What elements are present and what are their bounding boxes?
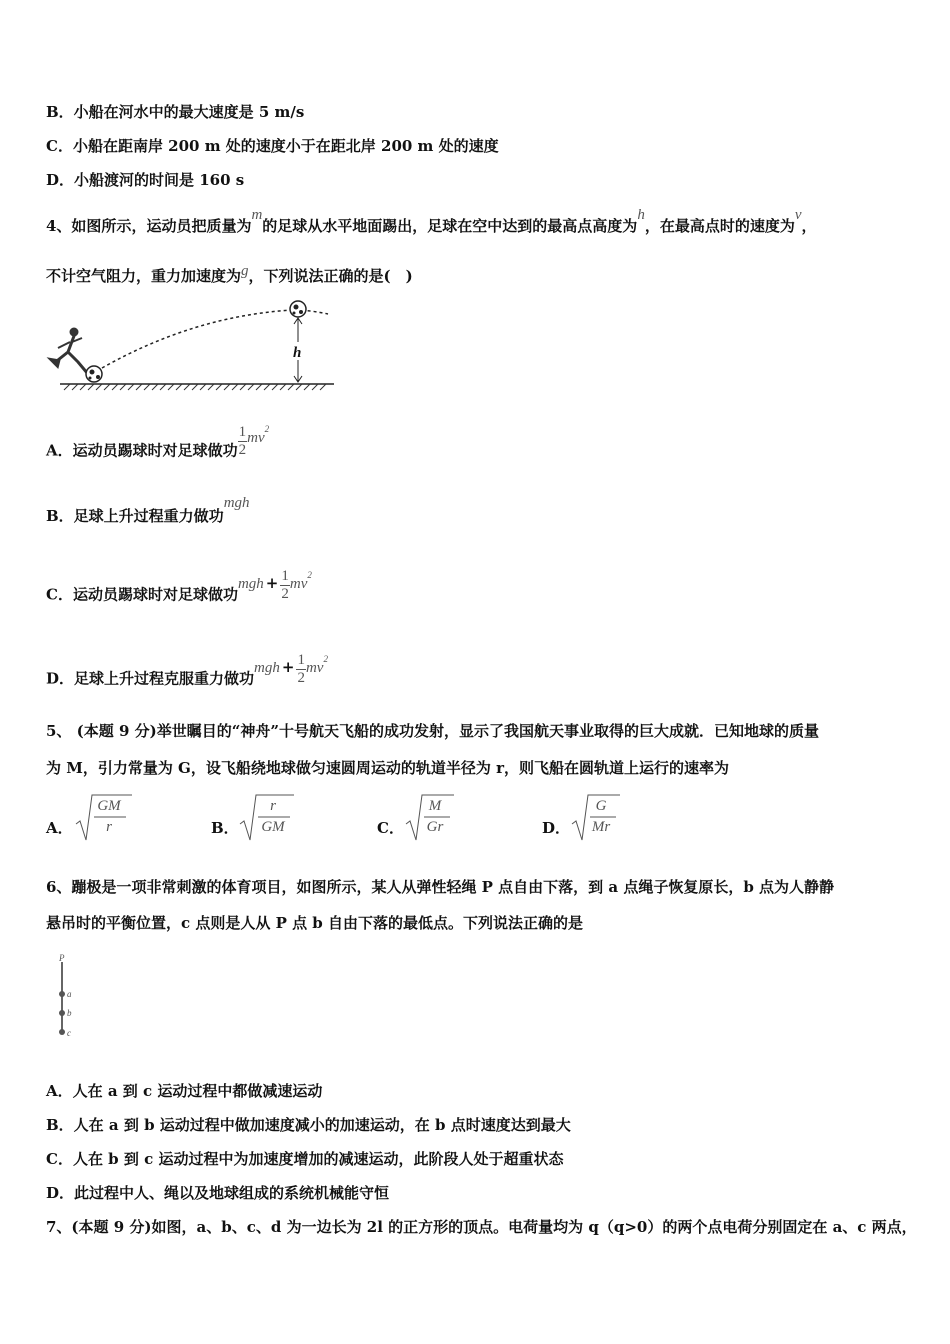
fraction-num: 1 bbox=[297, 652, 305, 668]
q6-stem-line1: 6、蹦极是一项非常刺激的体育项目，如图所示，某人从弹性轻绳 P 点自由下落，到 a 点绳子恢复原长，b 点为人静静 bbox=[46, 878, 835, 896]
symbol-v: v bbox=[794, 207, 802, 223]
fraction-den: 2 bbox=[238, 442, 247, 458]
q4-option-a-text: A．运动员踢球时对足球做功 bbox=[46, 441, 238, 460]
fraction-half bbox=[296, 652, 306, 687]
q6-option-c: C．人在 b 到 c 运动过程中为加速度增加的减速运动，此阶段人处于超重状态 bbox=[46, 1150, 564, 1168]
fraction-num: 1 bbox=[238, 424, 247, 440]
ball-start-icon bbox=[86, 366, 102, 382]
q4-option-b bbox=[46, 495, 250, 527]
q3-option-b: B．小船在河水中的最大速度是 5 m/s bbox=[46, 103, 305, 121]
fraction-den: GM bbox=[261, 819, 285, 835]
q5-option-c-fraction bbox=[420, 796, 450, 838]
math-mv: mv bbox=[289, 575, 308, 592]
math-plus: + bbox=[265, 573, 279, 592]
ball-top-icon bbox=[290, 301, 306, 317]
q5-option-d-label: D． bbox=[542, 819, 571, 837]
q6-stem-line2: 悬吊时的平衡位置，c 点则是人从 P 点 b 自由下落的最低点。下列说法正确的是 bbox=[46, 914, 584, 932]
fraction-half bbox=[238, 424, 248, 459]
point-a-label: a bbox=[67, 989, 72, 999]
q4-option-a bbox=[46, 423, 270, 469]
q4-stem-line1 bbox=[46, 207, 817, 237]
math-plus: + bbox=[281, 657, 295, 676]
bungee-figure bbox=[52, 952, 92, 1040]
q5-option-a-fraction bbox=[92, 796, 126, 838]
q3-option-c: C．小船在距南岸 200 m 处的速度小于在距北岸 200 m 处的速度 bbox=[46, 137, 499, 155]
q6-option-b: B．人在 a 到 b 运动过程中做加速度减小的加速运动，在 b 点时速度达到最大 bbox=[46, 1116, 571, 1134]
q4-text: ，下列说法正确的是( ) bbox=[248, 267, 413, 285]
symbol-g: g bbox=[241, 263, 249, 279]
fraction-den: Gr bbox=[426, 819, 444, 835]
q4-option-d-text: D．足球上升过程克服重力做功 bbox=[46, 669, 255, 688]
math-exp: 2 bbox=[307, 569, 312, 580]
q4-option-d bbox=[46, 652, 328, 697]
fraction-den: Mr bbox=[591, 819, 611, 835]
q5-option-b-label: B． bbox=[211, 819, 239, 837]
math-mgh: mgh bbox=[237, 575, 264, 592]
fraction-num: r bbox=[270, 798, 276, 814]
q4-text: ， bbox=[801, 217, 817, 235]
math-mv: mv bbox=[247, 429, 265, 446]
q4-text: 4、如图所示，运动员把质量为 bbox=[46, 217, 252, 235]
q6-option-d: D．此过程中人、绳以及地球组成的系统机械能守恒 bbox=[46, 1184, 390, 1202]
q4-text: 的足球从水平地面踢出，足球在空中达到的最高点高度为 bbox=[262, 217, 638, 235]
q5-option-b-fraction bbox=[256, 796, 290, 838]
math-mv: mv bbox=[305, 659, 324, 676]
q4-text: 不计空气阻力，重力加速度为 bbox=[46, 267, 242, 285]
q7-stem-line1: 7、(本题 9 分)如图，a、b、c、d 为一边长为 2l 的正方形的顶点。电荷量均为 q（q>0）的两个点电荷分别固定在 a、c 两点， bbox=[46, 1218, 917, 1236]
point-b-label: b bbox=[67, 1008, 72, 1018]
q5-stem-line1: 5、 (本题 9 分)举世瞩目的“神舟”十号航天飞船的成功发射，显示了我国航天事业取得的巨大成就．已知地球的质量 bbox=[46, 722, 819, 740]
point-c-label: c bbox=[67, 1028, 71, 1038]
math-mgh: mgh bbox=[254, 659, 280, 676]
q4-text: ，在最高点时的速度为 bbox=[644, 217, 795, 235]
math-exp: 2 bbox=[264, 423, 270, 434]
soccer-kick-figure bbox=[44, 296, 344, 396]
q4-option-c-text: C．运动员踢球时对足球做功 bbox=[46, 585, 238, 604]
fraction-num: 1 bbox=[281, 568, 289, 584]
q6-option-a: A．人在 a 到 c 运动过程中都做减速运动 bbox=[46, 1082, 323, 1100]
fraction-den: 2 bbox=[297, 670, 305, 686]
q5-stem-line2: 为 M，引力常量为 G，设飞船绕地球做匀速圆周运动的轨道半径为 r，则飞船在圆轨道上运行的速率为 bbox=[46, 759, 729, 777]
fraction-den: r bbox=[106, 819, 112, 835]
fraction-num: G bbox=[595, 798, 607, 814]
q3-option-d: D．小船渡河的时间是 160 s bbox=[46, 171, 245, 189]
fraction-half bbox=[280, 568, 290, 603]
q5-option-d-fraction bbox=[586, 796, 616, 838]
symbol-m: m bbox=[251, 207, 263, 223]
symbol-h: h bbox=[637, 207, 645, 223]
q5-option-a-label: A． bbox=[46, 819, 73, 837]
math-exp: 2 bbox=[323, 653, 328, 664]
q4-option-b-text: B．足球上升过程重力做功 bbox=[46, 507, 224, 525]
fraction-num: GM bbox=[97, 798, 121, 814]
math-mgh: mgh bbox=[223, 495, 250, 511]
fraction-den: 2 bbox=[281, 586, 289, 602]
q4-stem-line2 bbox=[46, 263, 413, 287]
q4-option-c bbox=[46, 568, 312, 613]
fraction-num: M bbox=[428, 798, 442, 814]
point-p-label: P bbox=[59, 953, 65, 963]
athlete-icon bbox=[48, 328, 88, 374]
q5-option-c-label: C． bbox=[377, 819, 404, 837]
height-label: h bbox=[293, 345, 302, 361]
